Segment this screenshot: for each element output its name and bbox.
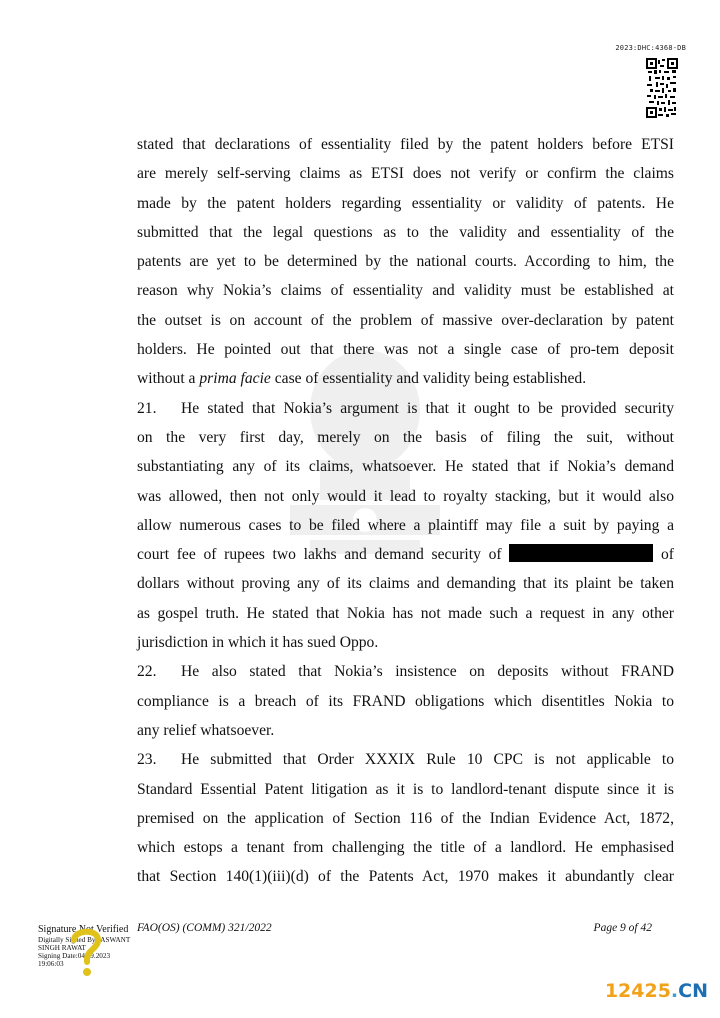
paragraph-23 [137, 745, 674, 891]
paragraph-number: 22. [137, 663, 157, 681]
text-line: allow numerous cases to be filed where a plaintiff may file a suit by paying a [137, 516, 674, 534]
text-line [137, 657, 674, 686]
text-fragment: He also stated that Nokia’s insistence on deposits without FRAND [181, 663, 674, 681]
page-number: Page 9 of 42 [593, 922, 652, 934]
text-line: which estops a tenant from challenging the title of a landlord. He emphasised [137, 839, 674, 857]
text-line [137, 745, 674, 774]
text-line [137, 540, 674, 569]
text-line: are merely self-serving claims as ETSI does not verify or confirm the claims [137, 165, 674, 183]
paragraph-20-continued [137, 130, 674, 394]
logo-number: 12425 [604, 980, 671, 1002]
text-line [137, 364, 674, 393]
text-line: submitted that the legal questions as to the validity and essentiality of the [137, 223, 674, 241]
redaction-box [509, 544, 653, 562]
judgment-body [137, 130, 674, 892]
text-line: substantiating any of its claims, whatsoever. He stated that if Nokia’s demand [137, 458, 674, 476]
text-line: dollars without proving any of its claims and demanding that its plaint be taken [137, 575, 674, 593]
text-fragment: without a [137, 370, 200, 388]
text-line: Standard Essential Patent litigation as it is to landlord-tenant dispute since it is [137, 780, 674, 798]
paragraph-22 [137, 657, 674, 745]
signed-by-name: SINGH RAWAT [38, 944, 86, 952]
text-line: holders. He pointed out that there was not a single case of pro-tem deposit [137, 341, 674, 359]
signing-date: Signing Date:04.09.2023 [38, 952, 111, 960]
qr-code-icon [646, 58, 678, 118]
text-fragment: of [661, 546, 674, 564]
neutral-citation: 2023:DHC:4368-DB [615, 44, 686, 52]
signing-time: 19:06:03 [38, 960, 64, 968]
text-line: the outset is on account of the problem of massive over-declaration by patent [137, 311, 674, 329]
signed-by-line: Digitally Signed By:JASWANT [38, 936, 131, 944]
text-line: on the very first day, merely on the basis of filing the suit, without [137, 428, 674, 446]
paragraph-21 [137, 394, 674, 658]
site-logo [605, 980, 708, 1002]
text-line: jurisdiction in which it has sued Oppo. [137, 634, 379, 652]
text-line: was allowed, then not only would it lead to royalty stacking, but it would also [137, 487, 674, 505]
paragraph-number: 23. [137, 751, 157, 769]
text-fragment: case of essentiality and validity being established. [270, 370, 587, 388]
text-fragment: court fee of rupees two lakhs and demand security of [137, 546, 502, 564]
text-fragment: He stated that Nokia’s argument is that it ought to be provided security [181, 399, 674, 417]
text-line: compliance is a breach of its FRAND obligations which disentitles Nokia to [137, 692, 674, 710]
case-number: FAO(OS) (COMM) 321/2022 [137, 922, 272, 934]
text-line: premised on the application of Section 116 of the Indian Evidence Act, 1872, [137, 809, 674, 827]
logo-dot: . [670, 980, 679, 1002]
text-line: stated that declarations of essentiality filed by the patent holders before ETSI [137, 136, 674, 153]
paragraph-number: 21. [137, 399, 157, 417]
signature-status: Signature Not Verified [38, 924, 129, 935]
text-line [137, 394, 674, 423]
question-mark-icon [66, 926, 106, 978]
text-fragment: He submitted that Order XXXIX Rule 10 CPC is not applicable to [181, 751, 674, 769]
text-line: that Section 140(1)(iii)(d) of the Patents Act, 1970 makes it abundantly clear [137, 868, 674, 886]
text-line: made by the patent holders regarding essentiality or validity of patents. He [137, 194, 674, 212]
text-line: any relief whatsoever. [137, 721, 275, 739]
text-line: reason why Nokia’s claims of essentiality and validity must be established at [137, 282, 674, 300]
text-line: as gospel truth. He stated that Nokia has not made such a request in any other [137, 604, 674, 622]
logo-suffix: CN [678, 980, 708, 1002]
italic-term: prima facie [199, 370, 271, 388]
text-line: patents are yet to be determined by the national courts. According to him, the [137, 253, 674, 271]
